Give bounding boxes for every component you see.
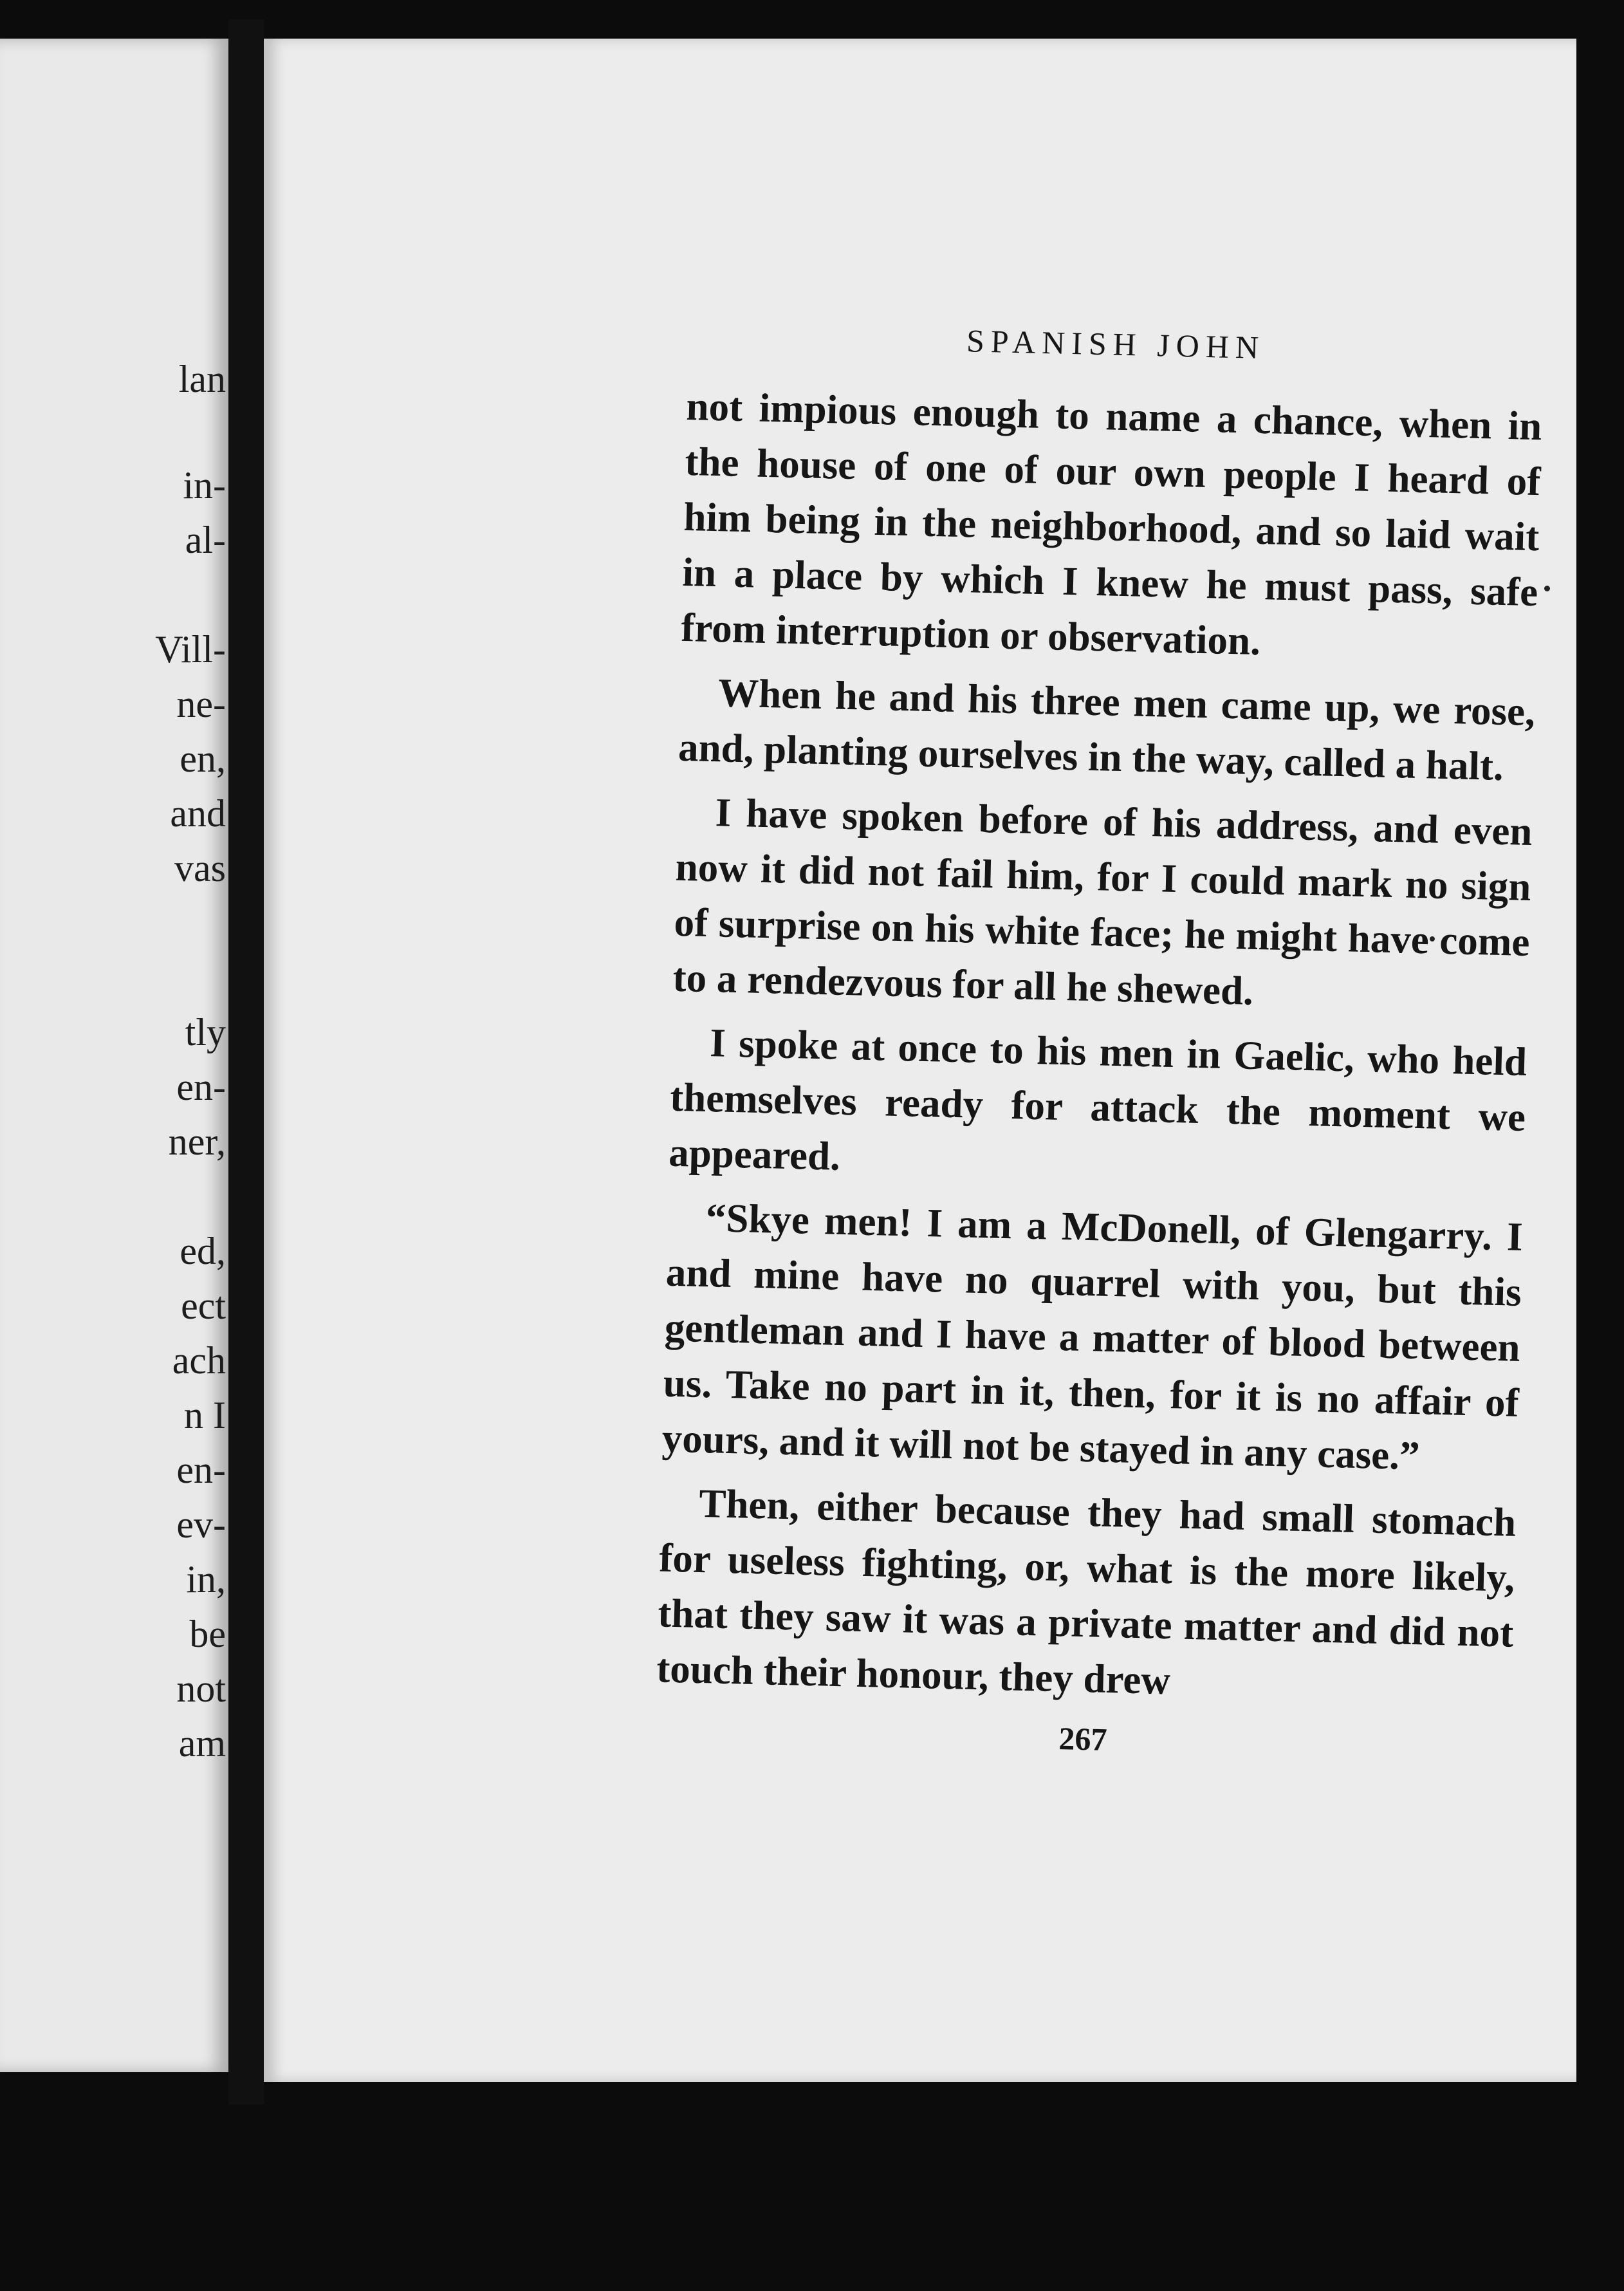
left-page-fragment: ne- — [176, 683, 226, 725]
left-page-fragment: tly — [185, 1011, 226, 1053]
left-page-fragment: Vill- — [155, 628, 226, 671]
left-page-fragment: be — [189, 1613, 226, 1655]
left-page-fragment: en, — [180, 737, 226, 780]
paragraph: Then, either because they had small stomach for useless fighting, or, what is the more likely, that they saw it was a private matter and did not touch their honour, they drew — [656, 1480, 1517, 1703]
paragraph: When he and his three men came up, we rose, and, planting ourselves in the way, called a halt. — [678, 670, 1536, 790]
right-page — [264, 39, 1576, 2082]
left-page-fragment: ev- — [176, 1503, 226, 1546]
running-head: SPANISH JOHN — [966, 322, 1266, 366]
left-page-fragment: in, — [186, 1558, 226, 1600]
left-page-fragment: not — [176, 1667, 226, 1710]
left-page-fragment: ner, — [168, 1120, 226, 1163]
left-page-fragment: ach — [172, 1339, 226, 1382]
left-page-fragment: n I — [184, 1394, 226, 1436]
left-page-fragment: and — [170, 792, 226, 835]
left-page-fragment: in- — [183, 464, 226, 506]
speck — [1544, 586, 1550, 591]
left-page-fragment: en- — [176, 1066, 226, 1108]
left-page-fragment: al- — [185, 519, 226, 561]
page-number: 267 — [1058, 1720, 1108, 1758]
body-text — [656, 378, 1542, 1716]
left-page-fragment: lan — [178, 358, 226, 400]
paragraph: not impious enough to name a chance, when in the house of one of our own people I heard of him being in the neighborhood, and so laid wait in a place by which I knew he must pass, safe from interruption or observation. — [680, 383, 1543, 664]
paragraph: I spoke at once to his men in Gaelic, who held themselves ready for attack the moment we appeared. — [668, 1020, 1527, 1179]
left-page — [0, 39, 228, 2072]
left-page-fragment: en- — [176, 1449, 226, 1491]
text-block — [655, 315, 1544, 1768]
book-binding — [228, 19, 264, 2104]
paragraph: “Skye men! I am a McDonell, of Glengarry. I and mine have no quarrel with you, but this gentleman and I have a matter of blood between us. Take no part in it, then, for it is no affair of yours, and it will not be stayed in any case.” — [661, 1195, 1524, 1479]
left-page-fragment: am — [178, 1722, 226, 1765]
paragraph: I have spoken before of his address, and even now it did not fail him, for I could mark no sign of surprise on his white face; he might have come to a rendezvous for all he shewed. — [672, 790, 1533, 1014]
left-page-fragment: ect — [181, 1285, 226, 1327]
left-page-fragment: ed, — [180, 1230, 226, 1272]
left-page-fragment: vas — [174, 847, 226, 889]
